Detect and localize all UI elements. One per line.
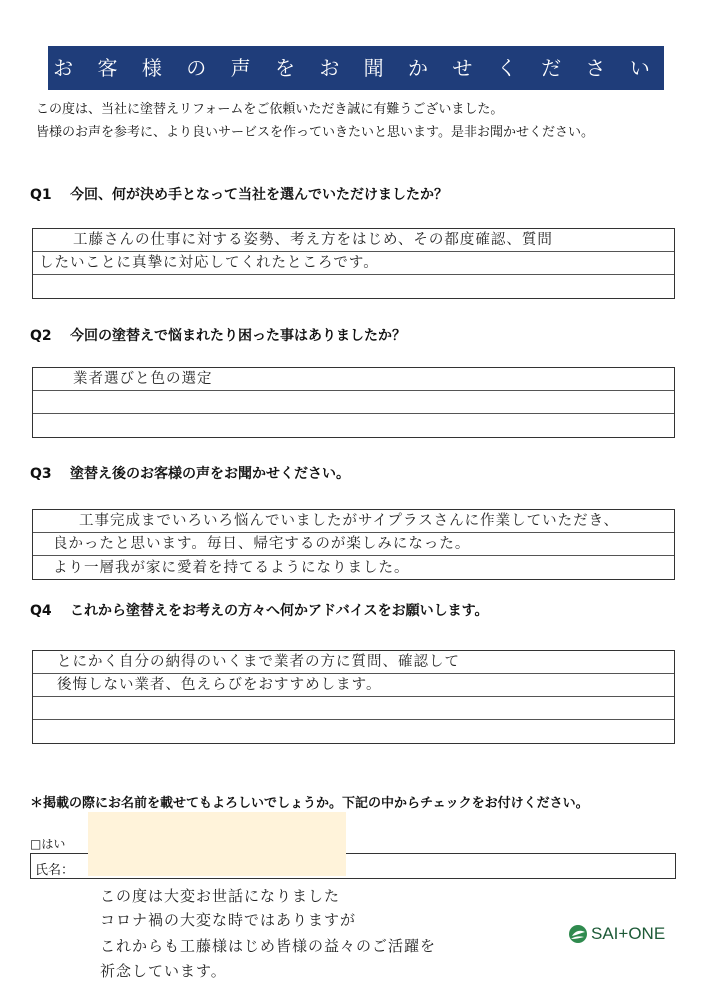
handwritten-answer: 業者選びと色の選定 [73, 371, 213, 387]
answer-box-4 [32, 650, 675, 744]
privacy-mask [88, 812, 346, 876]
question-number: Q2 [30, 328, 52, 344]
answer-line [33, 533, 674, 556]
question-number: Q3 [30, 466, 52, 482]
company-logo [568, 924, 665, 944]
question-number: Q1 [30, 187, 52, 203]
question-text: 今回の塗替えで悩まれたり困った事はありましたか？ [70, 328, 406, 344]
answer-line [33, 556, 674, 579]
page-title-banner: お 客 様 の 声 を お 聞 か せ く だ さ い [48, 46, 664, 90]
handwritten-answer: 工藤さんの仕事に対する姿勢、考え方をはじめ、その都度確認、質問 [73, 232, 553, 248]
question-text: 塗替え後のお客様の声をお聞かせください。 [70, 466, 350, 482]
question-1 [30, 184, 448, 204]
question-2 [30, 325, 406, 345]
question-number: Q4 [30, 603, 52, 619]
handwritten-answer: とにかく自分の納得のいくまで業者の方に質問、確認して [57, 654, 460, 670]
intro-line-1: この度は、当社に塗替えリフォームをご依頼いただき誠に有難うございました。 [36, 102, 504, 117]
answer-line [33, 651, 674, 674]
answer-box-3 [32, 509, 675, 580]
handwritten-message-line: 祈念しています。 [100, 962, 227, 980]
handwritten-answer: より一層我が家に愛着を持てるようになりました。 [53, 560, 410, 576]
handwritten-message-line: この度は大変お世話になりました [100, 887, 341, 905]
handwritten-answer: 良かったと思います。毎日、帰宅するのが楽しみになった。 [53, 536, 471, 552]
handwritten-answer: したいことに真摯に対応してくれたところです。 [39, 255, 379, 271]
option-yes-checkbox[interactable]: □はい [30, 837, 66, 851]
intro-line-2: 皆様のお声を参考に、より良いサービスを作っていきたいと思います。是非お聞かせください。 [36, 125, 594, 140]
question-text: これから塗替えをお考えの方々へ何かアドバイスをお願いします。 [70, 603, 489, 619]
leaf-logo-icon [568, 924, 588, 944]
question-3 [30, 463, 350, 483]
answer-box-1 [32, 228, 675, 299]
answer-line [33, 697, 674, 720]
handwritten-answer: 後悔しない業者、色えらびをおすすめします。 [57, 677, 382, 693]
answer-line [33, 252, 674, 275]
answer-line [33, 510, 674, 533]
handwritten-answer: 工事完成までいろいろ悩んでいましたがサイプラスさんに作業していただき、 [79, 513, 620, 529]
answer-line [33, 720, 674, 743]
answer-line [33, 414, 674, 437]
handwritten-message-line: コロナ禍の大変な時ではありますが [100, 911, 357, 929]
answer-line [33, 275, 674, 298]
handwritten-message-line: これからも工藤様はじめ皆様の益々のご活躍を [100, 937, 437, 955]
question-4 [30, 600, 488, 620]
answer-line [33, 391, 674, 414]
answer-line [33, 368, 674, 391]
consent-text: ＊掲載の際にお名前を載せてもよろしいでしょうか。下記の中からチェックをお付けください。 [30, 796, 589, 811]
answer-line [33, 229, 674, 252]
answer-box-2 [32, 367, 675, 438]
name-label: 氏名： [35, 863, 75, 878]
question-text: 今回、何が決め手となって当社を選んでいただけましたか？ [70, 187, 448, 203]
logo-text: SAI+ONE [591, 924, 666, 943]
answer-line [33, 674, 674, 697]
